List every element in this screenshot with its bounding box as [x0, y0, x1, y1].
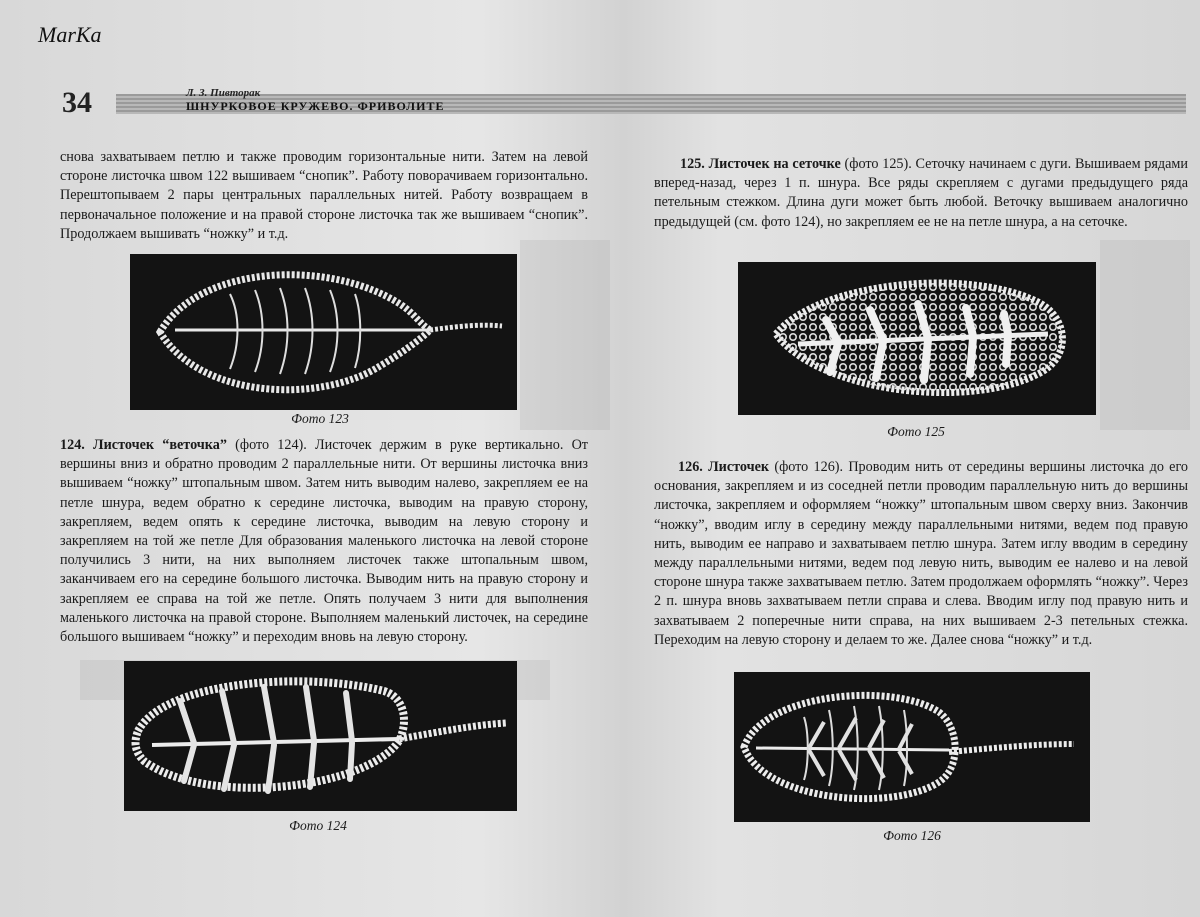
section-125-title: Листочек на сеточке [708, 156, 841, 172]
watermark: MarKa [38, 22, 102, 47]
section-124-number: 124 [60, 437, 82, 453]
section-126-number: 126 [678, 459, 700, 475]
page-number: 34 [62, 86, 92, 119]
lace-leaf-125-image [738, 262, 1096, 415]
section-124-title: Листочек “веточка” [93, 437, 227, 453]
header-book-title: ШНУРКОВОЕ КРУЖЕВО. ФРИВОЛИТЕ [186, 99, 445, 113]
section-126: 126. Листочек (фото 126). Проводим нить от середины вершины листочка до его основания, закрепляем и из соседней петли проводим параллельную нить до вершины листочка, закрепляем и оформляем “ножку” штопальным швом сверху вниз. Закончив “ножку”, вводим иглу в середину между параллельными нитями, ведем под правую нить, выводим ее направо и захватываем петлю шнура. Затем иглу вводим в середину между параллельными нитями, ведем под левую нить, выводим ее налево и на левой стороне шнура также захватываем петлю. Затем продолжаем оформлять “ножку”. Через 2 п. шнура вновь захватываем петли справа и слева. Вводим иглу под правую нить и захватываем 2 поперечные нити справа, на них вышиваем 2-3 петельных стежка. Переходим на левую сторону и делаем то же. Далее снова “ножку” и т.д. [654, 459, 1189, 648]
bleed-through-shadow [520, 240, 610, 430]
photo-124 [124, 661, 517, 811]
header-author: Л. З. Пивторак [186, 87, 261, 99]
photo-126 [734, 672, 1090, 822]
photo-124-caption: Фото 124 [289, 818, 347, 833]
photo-126-caption: Фото 126 [883, 828, 941, 843]
section-124: 124. Листочек “веточка” (фото 124). Листочек держим в руке вертикально. От вершины вниз и обратно проводим 2 параллельные нити. От вершины листочка вниз вышиваем “ножку” штопальным швом. Затем нить выводим налево, закрепляем ее на петле шнура, ведем обратно к середине листочка, выводим на правую сторону, закрепляем, ведем опять к середине листочка, выводим на левую сторону и закрепляем на той же петле Для образования маленького листочка на левой стороне получились 3 нити, на них выполняем листочек также штопальным швом, заканчиваем его на середине большого листочка. Выводим нить на правую сторону и закрепляем ее справа на той же петле. Опять получаем 3 нити для выполнения маленького листочка на правой стороне. Выполняем маленький листочек, на середине большого вышиваем “ножку” и переходим вновь на левую сторону. [60, 437, 589, 646]
lace-leaf-123-image [130, 254, 517, 410]
lace-leaf-124-image [124, 661, 517, 811]
section-125-number: 125 [680, 156, 702, 172]
section-124-body: (фото 124). Листочек держим в руке вертикально. От вершины вниз и обратно проводим 2 параллельные нити. От вершины листочка вниз вышиваем “ножку” штопальным швом. Затем нить выводим налево, закрепляем ее на петле шнура, ведем обратно к середине листочка, выводим на правую сторону, закрепляем, ведем опять к середине листочка, выводим на левую сторону и закрепляем на той же петле Для образования маленького листочка на левой стороне получились 3 нити, на них выполняем листочек также штопальным швом, заканчиваем его на середине большого листочка. Выводим нить на правую сторону и закрепляем ее справа на той же петле. Опять получаем 3 нити для выполнения маленького листочка на правой стороне. Выполняем маленький листочек, на середине большого вышиваем “ножку” и переходим вновь на левую сторону. [60, 437, 589, 646]
section-125: 125. Листочек на сеточке (фото 125). Сеточку начинаем с дуги. Вышиваем рядами вперед-назад, через 1 п. шнура. Все ряды скрепляем с дугами предыдущего ряда петельным стежком. Длина дуги может быть любой. Веточку вышиваем аналогично предыдущей (см. фото 124), но закрепляем ее не на петле шнура, а на сеточке. [654, 156, 1189, 230]
section-126-body: (фото 126). Проводим нить от середины вершины листочка до его основания, закрепляем и из соседней петли проводим параллельную нить до вершины листочка, закрепляем и оформляем “ножку” штопальным швом сверху вниз. Закончив “ножку”, вводим иглу в середину между параллельными нитями, ведем под правую нить, выводим ее направо и захватываем петлю шнура. Затем иглу вводим в середину между параллельными нитями, ведем под левую нить, выводим ее налево и на левой стороне шнура также захватываем петлю. Затем продолжаем оформлять “ножку”. Через 2 п. шнура вновь захватываем петли справа и слева. Вводим иглу под правую нить и захватываем 2 поперечные нити справа, на них вышиваем 2-3 петельных стежка. Переходим на левую сторону и делаем то же. Далее снова “ножку” и т.д. [654, 459, 1189, 648]
running-header [56, 86, 1186, 126]
bleed-through-shadow [1100, 240, 1190, 430]
photo-123-caption: Фото 123 [291, 411, 349, 426]
section-125-body: (фото 125). Сеточку начинаем с дуги. Вышиваем рядами вперед-назад, через 1 п. шнура. Все ряды скрепляем с дугами предыдущего ряда петельным стежком. Длина дуги может быть любой. Веточку вышиваем аналогично предыдущей (см. фото 124), но закрепляем ее не на петле шнура, а на сеточке. [654, 156, 1189, 230]
lace-leaf-126-image [734, 672, 1090, 822]
photo-125 [738, 262, 1096, 415]
section-126-title: Листочек [708, 459, 770, 475]
photo-123 [130, 254, 517, 410]
left-intro-paragraph: снова захватываем петлю и также проводим горизонтальные нити. Затем на левой стороне листочка швом 122 вышиваем “снопик”. Работу поворачиваем горизонтально. Перештопываем 2 пары центральных параллельных нитей. Работу возвращаем в первоначальное положение и на правой стороне листочка так же вышиваем “снопик”. Продолжаем вышивать “ножку” и т.д. [60, 149, 588, 242]
photo-125-caption: Фото 125 [887, 424, 945, 439]
